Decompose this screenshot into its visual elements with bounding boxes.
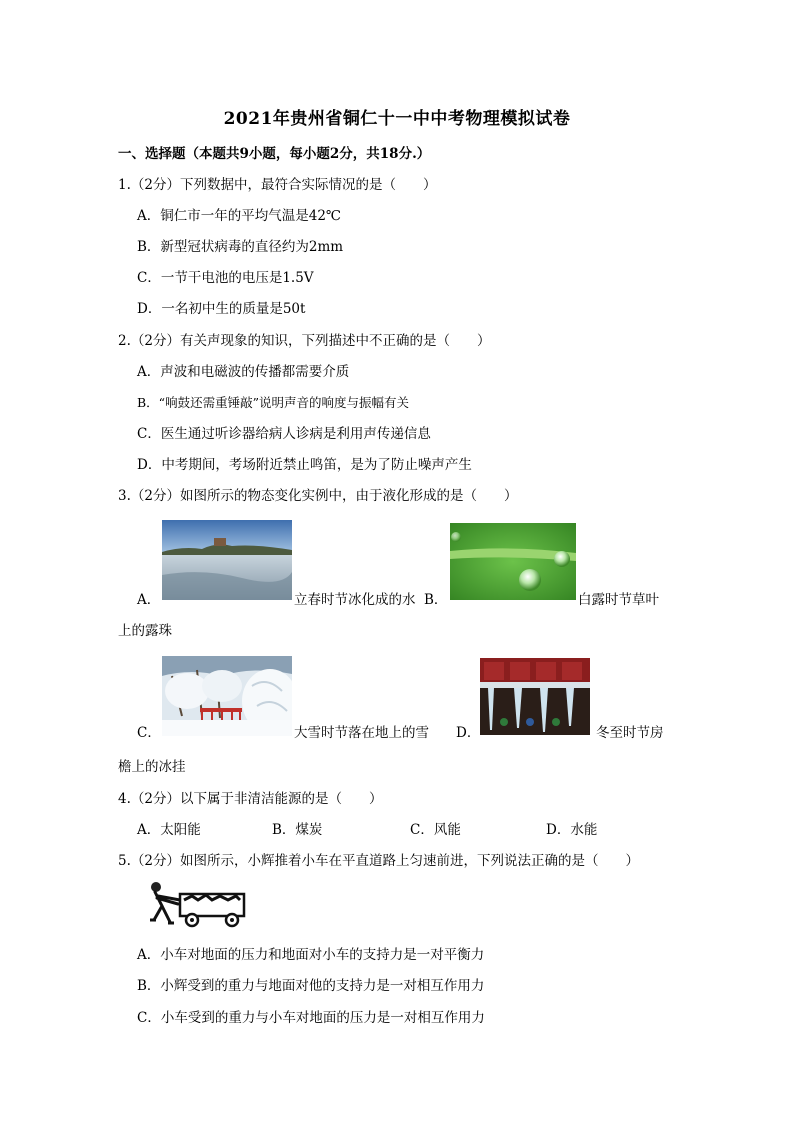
question-3-option-d-letter: D． [456,725,481,741]
question-2-option-b: B．“响鼓还需重锤敲”说明声音的响度与振幅有关 [137,395,409,410]
question-3-option-d-text: 冬至时节房 [596,725,664,741]
question-3-option-a-letter: A． [137,592,161,608]
question-2-stem: 2.（2分）有关声现象的知识，下列描述中不正确的是（ ） [118,333,491,349]
question-2-option-d: D．中考期间，考场附近禁止鸣笛，是为了防止噪声产生 [137,457,472,473]
question-5-option-b: B．小辉受到的重力与地面对他的支持力是一对相互作用力 [137,978,485,994]
question-4-option-a: A．太阳能 [137,822,201,838]
icicles-image [480,658,590,735]
question-1-option-a: A．铜仁市一年的平均气温是42℃ [137,208,342,224]
question-2-option-c: C．医生通过听诊器给病人诊病是利用声传递信息 [137,426,431,442]
question-4-option-d: D．水能 [546,822,598,838]
question-3-stem: 3.（2分）如图所示的物态变化实例中，由于液化形成的是（ ） [118,488,518,504]
question-1-stem: 1.（2分）下列数据中，最符合实际情况的是（ ） [118,177,437,193]
dew-on-grass-image [450,523,576,600]
question-4-stem: 4.（2分）以下属于非清洁能源的是（ ） [118,791,383,807]
question-3-option-d-text-cont: 檐上的冰挂 [118,759,186,775]
question-2-option-a: A．声波和电磁波的传播都需要介质 [137,364,350,380]
question-5-option-a: A．小车对地面的压力和地面对小车的支持力是一对平衡力 [137,947,485,963]
question-4-option-b: B．煤炭 [272,822,323,838]
boy-pushing-cart-image [140,880,250,930]
question-3-option-c-text: 大雪时节落在地上的雪 [294,725,429,741]
page-title: 2021年贵州省铜仁十一中中考物理模拟试卷 [223,109,571,129]
section-heading: 一、选择题（本题共9小题，每小题2分，共18分.） [118,146,431,162]
question-5-option-c: C．小车受到的重力与小车对地面的压力是一对相互作用力 [137,1010,485,1026]
question-3-option-a-text: 立春时节冰化成的水 [294,592,416,608]
snow-scene-image [162,656,292,736]
question-1-option-d: D．一名初中生的质量是50t [137,301,306,317]
question-1-option-b: B．新型冠状病毒的直径约为2mm [137,239,344,255]
frozen-lake-image [162,520,292,600]
question-3-option-c-letter: C． [137,725,161,741]
question-3-option-b-text: 白露时节草叶 [578,592,659,608]
question-5-stem: 5.（2分）如图所示，小辉推着小车在平直道路上匀速前进，下列说法正确的是（ ） [118,853,639,869]
question-1-option-c: C．一节干电池的电压是1.5V [137,270,314,286]
question-3-option-b-letter: B． [424,592,448,608]
question-4-option-c: C．风能 [410,822,461,838]
question-3-option-b-text-cont: 上的露珠 [118,623,172,639]
